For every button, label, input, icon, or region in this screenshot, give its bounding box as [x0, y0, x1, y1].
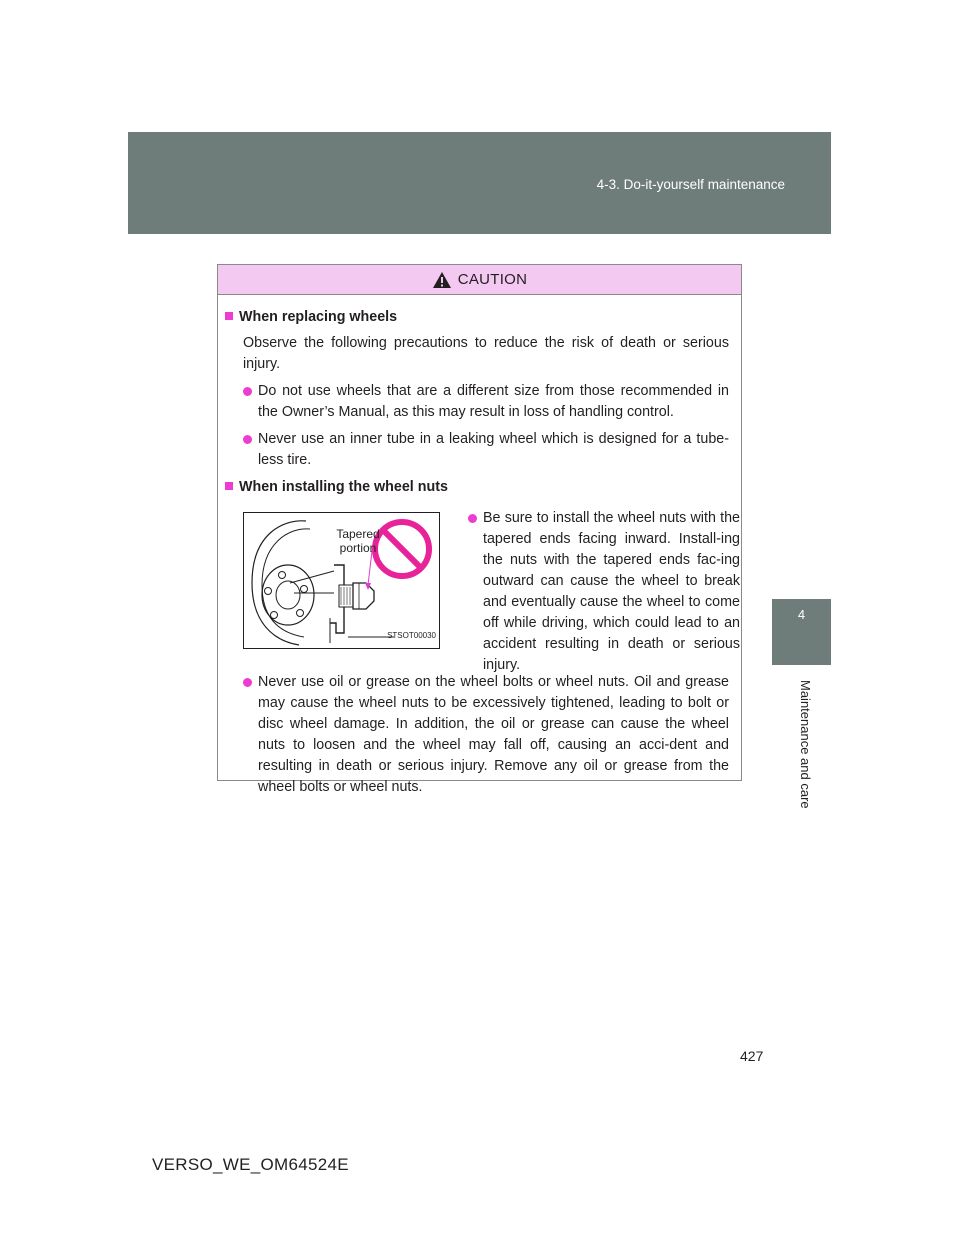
list-item	[243, 429, 729, 471]
figure-row	[225, 508, 740, 673]
figure-bullet	[468, 508, 740, 682]
list-item	[468, 508, 740, 676]
caution-body	[218, 295, 741, 798]
square-bullet-icon	[225, 312, 233, 320]
page-number: 427	[740, 1048, 764, 1064]
warning-icon	[432, 271, 452, 289]
caution-title: CAUTION	[457, 271, 528, 288]
dot-bullet-icon	[468, 514, 477, 523]
heading-text: When installing the wheel nuts	[239, 479, 448, 495]
label-line: portion	[339, 541, 377, 555]
list-item-text: Never use oil or grease on the wheel bolts or wheel nuts. Oil and grease may cause the wheel nuts to be excessively tightened, leading to bolt or disc wheel damage. In addition, the oil or grease can cause the wheel nuts to loosen and the wheel may fall off, causing an acci-dent and resulting in death or serious injury. Remove any oil or grease from the wheel bolts or wheel nuts.	[258, 674, 729, 795]
chapter-label: Maintenance and care	[798, 680, 813, 809]
square-bullet-icon	[225, 482, 233, 490]
tapered-portion-label	[326, 527, 390, 555]
label-line: Tapered	[336, 527, 380, 541]
dot-bullet-icon	[243, 678, 252, 687]
section-heading	[225, 477, 729, 498]
dot-bullet-icon	[243, 387, 252, 396]
caution-header	[218, 265, 741, 295]
list-item	[243, 672, 729, 798]
section-heading	[225, 307, 729, 328]
section-title: 4-3. Do-it-yourself maintenance	[596, 177, 785, 192]
chapter-tab[interactable]	[772, 599, 831, 665]
list-item-text: Do not use wheels that are a different size from those recommended in the Owner’s Manual, as this may result in loss of handling control.	[258, 383, 729, 420]
wheel-nut-illustration	[243, 512, 440, 649]
header-band	[128, 132, 831, 234]
list-item	[243, 381, 729, 423]
list-item-text: Never use an inner tube in a leaking wheel which is designed for a tube-less tire.	[258, 431, 729, 468]
figure-code: STSOT00030	[387, 631, 436, 640]
list-item-text: Be sure to install the wheel nuts with the tapered ends facing inward. Install-ing the nuts with the tapered ends fac-ing outward can cause the wheel to break and eventually cause the wheel to come off while driving, which could lead to an accident resulting in death or serious injury.	[483, 510, 740, 673]
intro-paragraph: Observe the following precautions to reduce the risk of death or serious injury.	[243, 335, 729, 372]
document-code: VERSO_WE_OM64524E	[152, 1155, 349, 1174]
chapter-number: 4	[797, 607, 806, 622]
caution-box	[217, 264, 742, 795]
dot-bullet-icon	[243, 435, 252, 444]
heading-text: When replacing wheels	[239, 309, 398, 325]
